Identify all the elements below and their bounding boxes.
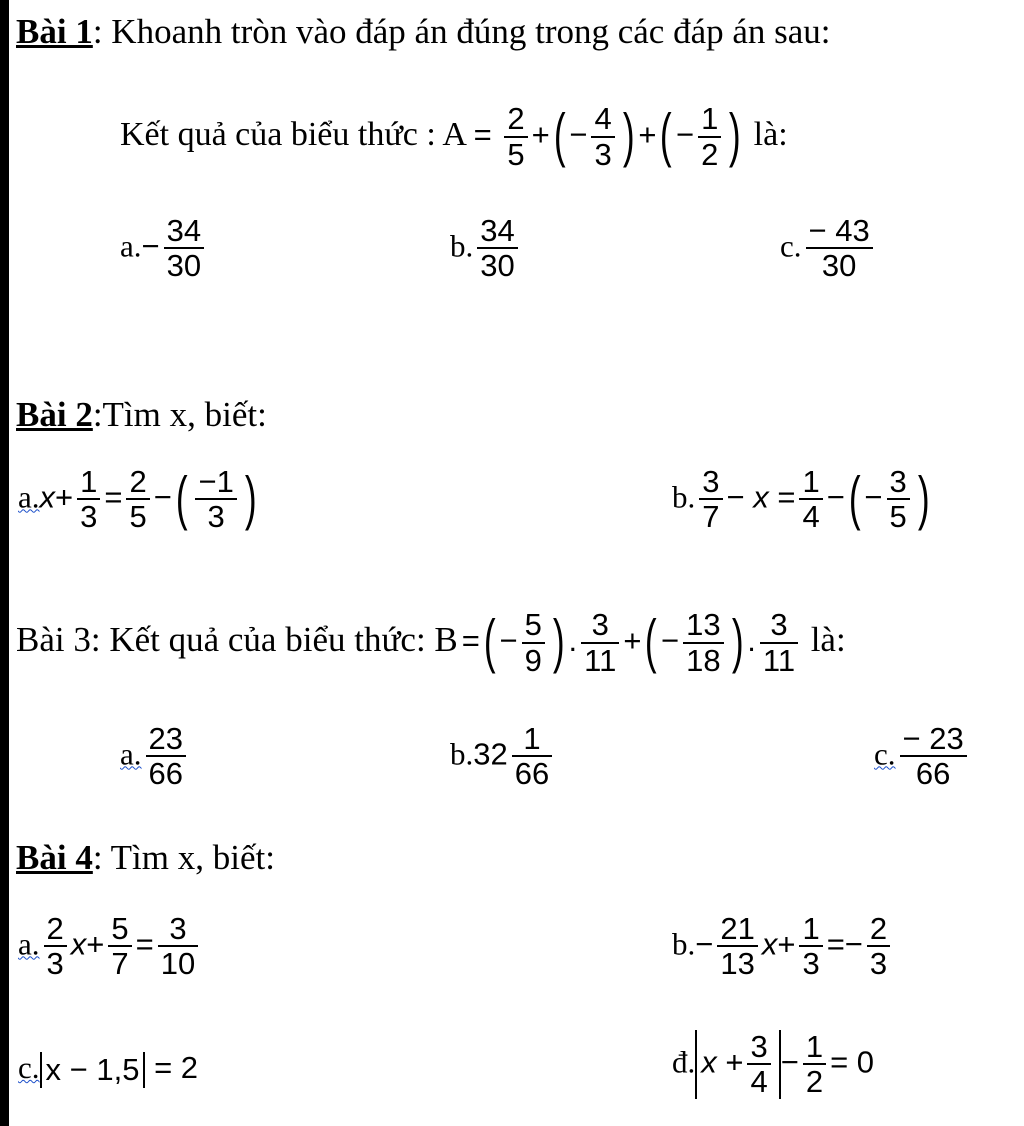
fraction — [581, 608, 619, 677]
fraction — [799, 465, 822, 534]
denominator: 3 — [799, 945, 822, 980]
option-label: a. — [120, 736, 142, 772]
bai3-expression: =( − $\frac{5}{9}$ ) . $\frac{3}{11}$ +( − $\frac{13}{18}$ ) . $\frac{3}{11}$ — [462, 623, 811, 658]
denominator: 9 — [522, 642, 545, 677]
fraction — [522, 608, 545, 677]
fraction — [146, 722, 186, 791]
fraction — [698, 102, 721, 171]
bai3-heading — [16, 600, 846, 687]
bai2-heading — [16, 395, 267, 435]
bai1-question — [120, 95, 788, 175]
numerator: 1 — [80, 464, 98, 499]
fraction — [699, 465, 722, 534]
fraction — [504, 102, 527, 171]
problem-label: đ. — [672, 1044, 696, 1080]
fraction — [717, 912, 757, 981]
fraction — [806, 214, 873, 283]
numerator: − 23 — [902, 721, 964, 756]
bai1-instruction: : Khoanh tròn vào đáp án đúng trong các đáp án sau: — [92, 12, 831, 51]
bai2-instruction: :Tìm x, biết: — [92, 395, 267, 434]
problem-label: c. — [18, 1050, 40, 1085]
equation-rhs: = 2 — [154, 1050, 199, 1085]
fraction — [900, 722, 967, 791]
bai1-title: Bài 1 — [16, 12, 93, 51]
denominator: 3 — [77, 498, 100, 533]
option-label: b. — [450, 228, 474, 264]
bai3-question-text: Kết quả của biểu thức: B — [100, 620, 458, 659]
problem-label: b. — [672, 479, 696, 515]
bai4-problem-d: đ. x + $\frac{3}{4}$ − $\frac{1}{2}$ = 0 — [672, 1029, 875, 1100]
absolute-value: x + $\frac{3}{4}$ — [695, 1030, 780, 1099]
numerator: − 43 — [808, 213, 870, 248]
numerator: 1 — [805, 1029, 824, 1064]
fraction — [195, 465, 236, 534]
option-label: b. — [450, 736, 474, 772]
fraction — [683, 608, 723, 677]
bai1-option-b[interactable] — [450, 214, 522, 283]
denominator: 10 — [158, 945, 198, 980]
fraction — [591, 102, 614, 171]
bai3-option-b[interactable] — [450, 722, 556, 791]
fraction — [164, 214, 204, 283]
bai3-question-suffix: là: — [810, 620, 846, 659]
numerator: 1 — [802, 911, 820, 946]
denominator: 30 — [164, 247, 204, 282]
denominator: 3 — [591, 136, 614, 171]
denominator: 13 — [717, 945, 757, 980]
denominator: 30 — [477, 247, 517, 282]
numerator: 2 — [129, 464, 147, 499]
fraction — [512, 722, 552, 791]
option-label: a. — [120, 228, 142, 264]
bai1-expression: = $\frac{2}{5}$ +( − $\frac{4}{3}$ ) +( − $\frac{1}{2}$ ) — [473, 101, 742, 172]
fraction — [799, 912, 822, 981]
numerator: 5 — [524, 607, 542, 643]
fraction — [760, 608, 798, 677]
option-sign: − — [141, 228, 160, 264]
fraction — [158, 912, 198, 981]
fraction — [44, 912, 67, 981]
bai4-title: Bài 4 — [16, 838, 93, 877]
fraction — [803, 1030, 826, 1099]
denominator: 4 — [747, 1063, 770, 1098]
absolute-value-inner: x − 1,5 — [45, 1051, 140, 1087]
numerator: 1 — [802, 464, 820, 499]
numerator: 2 — [46, 911, 64, 946]
fraction — [108, 912, 131, 981]
problem-label: a. — [18, 479, 40, 515]
denominator: 2 — [803, 1063, 826, 1098]
denominator: 3 — [195, 498, 236, 533]
numerator: 3 — [750, 1029, 768, 1064]
left-border — [0, 0, 9, 1126]
bai3-option-a[interactable] — [120, 722, 190, 791]
bai4-problem-c — [18, 1050, 198, 1088]
numerator: 2 — [869, 911, 888, 946]
numerator: 4 — [594, 101, 612, 137]
numerator: 21 — [720, 911, 755, 946]
numerator: 3 — [702, 464, 720, 499]
numerator: 2 — [507, 101, 525, 137]
numerator: 3 — [591, 607, 609, 643]
denominator: 66 — [146, 755, 186, 790]
numerator: 5 — [111, 911, 129, 946]
bai3-option-c[interactable] — [874, 722, 971, 791]
fraction — [477, 214, 517, 283]
numerator: 3 — [889, 464, 907, 499]
fraction — [867, 912, 890, 981]
fraction — [126, 465, 149, 534]
bai4-instruction: : Tìm x, biết: — [92, 838, 275, 877]
bai2-problem-b: b. $\frac{3}{7}$ − x = $\frac{1}{4}$ −( − $\frac{3}{5}$ ) — [672, 464, 930, 535]
numerator: 13 — [686, 607, 721, 643]
numerator: 34 — [480, 213, 515, 248]
denominator: 7 — [108, 945, 131, 980]
mixed-whole: 32 — [473, 736, 508, 772]
numerator: 1 — [701, 101, 719, 137]
denominator: 66 — [900, 755, 967, 790]
denominator: 5 — [887, 498, 910, 533]
bai3-title: Bài 3: — [16, 620, 101, 659]
equation-rhs: = 0 — [830, 1044, 875, 1080]
bai4-problem-b: b.− $\frac{21}{13}$ x+ $\frac{1}{3}$ =− $\frac{2}{3}$ — [672, 912, 894, 981]
bai1-option-a[interactable] — [120, 214, 208, 283]
denominator: 7 — [699, 498, 722, 533]
numerator: 3 — [770, 607, 788, 643]
fraction — [77, 465, 100, 534]
bai4-heading — [16, 838, 275, 878]
numerator: 3 — [169, 911, 187, 946]
bai4-problem-a: a. $\frac{2}{3}$ x+ $\frac{5}{7}$ = $\frac{3}{10}$ — [18, 912, 202, 981]
denominator: 3 — [867, 945, 890, 980]
denominator: 2 — [698, 136, 721, 171]
option-label: c. — [780, 228, 802, 264]
numerator: 34 — [166, 213, 202, 248]
denominator: 11 — [760, 642, 798, 677]
bai2-problem-a: a.x+ $\frac{1}{3}$ = $\frac{2}{5}$ −( $\frac{-1}{3}$ ) — [18, 464, 257, 535]
denominator: 4 — [799, 498, 822, 533]
problem-label: a. — [18, 926, 40, 962]
denominator: 11 — [581, 642, 619, 677]
absolute-value — [40, 1052, 146, 1088]
denominator: 3 — [44, 945, 67, 980]
option-label: c. — [874, 736, 896, 772]
numerator: −1 — [198, 464, 234, 499]
denominator: 5 — [504, 136, 527, 171]
problem-label: b. — [672, 926, 696, 962]
fraction — [747, 1030, 770, 1099]
denominator: 66 — [512, 755, 552, 790]
denominator: 30 — [806, 247, 873, 282]
bai1-heading — [16, 12, 831, 52]
numerator: 23 — [148, 721, 183, 756]
denominator: 5 — [126, 498, 149, 533]
bai1-question-suffix: là: — [753, 116, 788, 153]
bai2-title: Bài 2 — [16, 395, 93, 434]
numerator: 1 — [523, 721, 541, 756]
fraction — [887, 465, 910, 534]
bai1-option-c[interactable] — [780, 214, 877, 283]
denominator: 18 — [683, 642, 723, 677]
bai1-question-text: Kết quả của biểu thức : A — [120, 116, 466, 153]
